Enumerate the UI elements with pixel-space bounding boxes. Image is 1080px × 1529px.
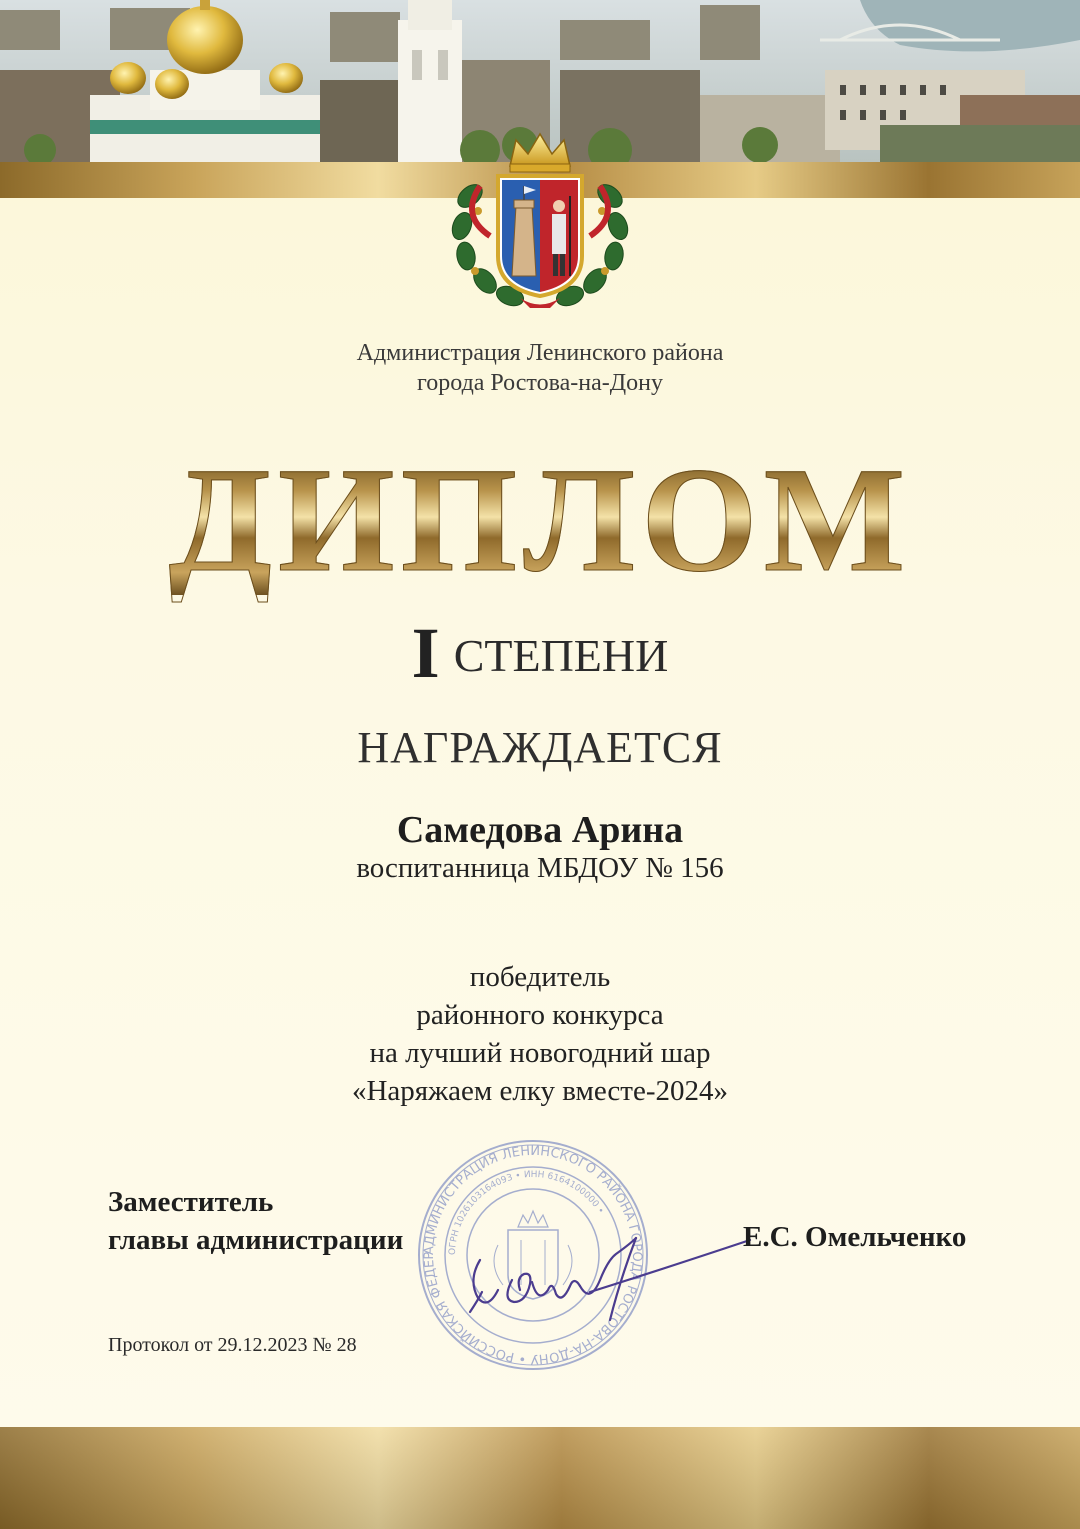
protocol-reference: Протокол от 29.12.2023 № 28 — [108, 1334, 357, 1356]
award-reason — [0, 958, 1080, 1110]
degree-line — [0, 612, 1080, 695]
degree-word: СТЕПЕНИ — [453, 630, 669, 681]
stamp-inner-text: ОГРН 1026103164093 • ИНН 6164100000 • — [447, 1169, 606, 1256]
stamp-outer-text: АДМИНИСТРАЦИЯ ЛЕНИНСКОГО РАЙОНА ГОРОДА РОСТОВА-НА-ДОНУ • РОССИЙСКАЯ ФЕДЕР — [421, 1143, 645, 1367]
bottom-band-shading — [0, 1427, 1080, 1529]
administration-line-2: города Ростова-на-Дону — [417, 370, 663, 396]
bottom-gold-band — [0, 1427, 1080, 1529]
recipient-info: воспитанница МБДОУ № 156 — [356, 852, 724, 884]
reason-line: на лучший новогодний шар — [369, 1037, 711, 1069]
signer-title-line: главы администрации — [108, 1224, 404, 1256]
reason-line: «Наряжаем елку вместе-2024» — [351, 1075, 729, 1107]
degree-roman-numeral: I — [411, 613, 440, 693]
handwritten-signature — [440, 1220, 760, 1330]
signer-title-line: Заместитель — [108, 1186, 274, 1218]
reason-line: районного конкурса — [416, 999, 664, 1031]
coat-of-arms-emblem — [440, 126, 640, 316]
administration-line-1: Администрация Ленинского района — [356, 340, 724, 366]
diploma-title: ДИПЛОМ — [0, 445, 1080, 595]
signer-title — [108, 1183, 403, 1259]
recipient-name: Самедова Арина — [396, 809, 684, 851]
awarded-heading: НАГРАЖДАЕТСЯ — [357, 723, 723, 772]
reason-line: победитель — [469, 961, 611, 993]
signer-name: Е.С. Омельченко — [743, 1221, 967, 1253]
